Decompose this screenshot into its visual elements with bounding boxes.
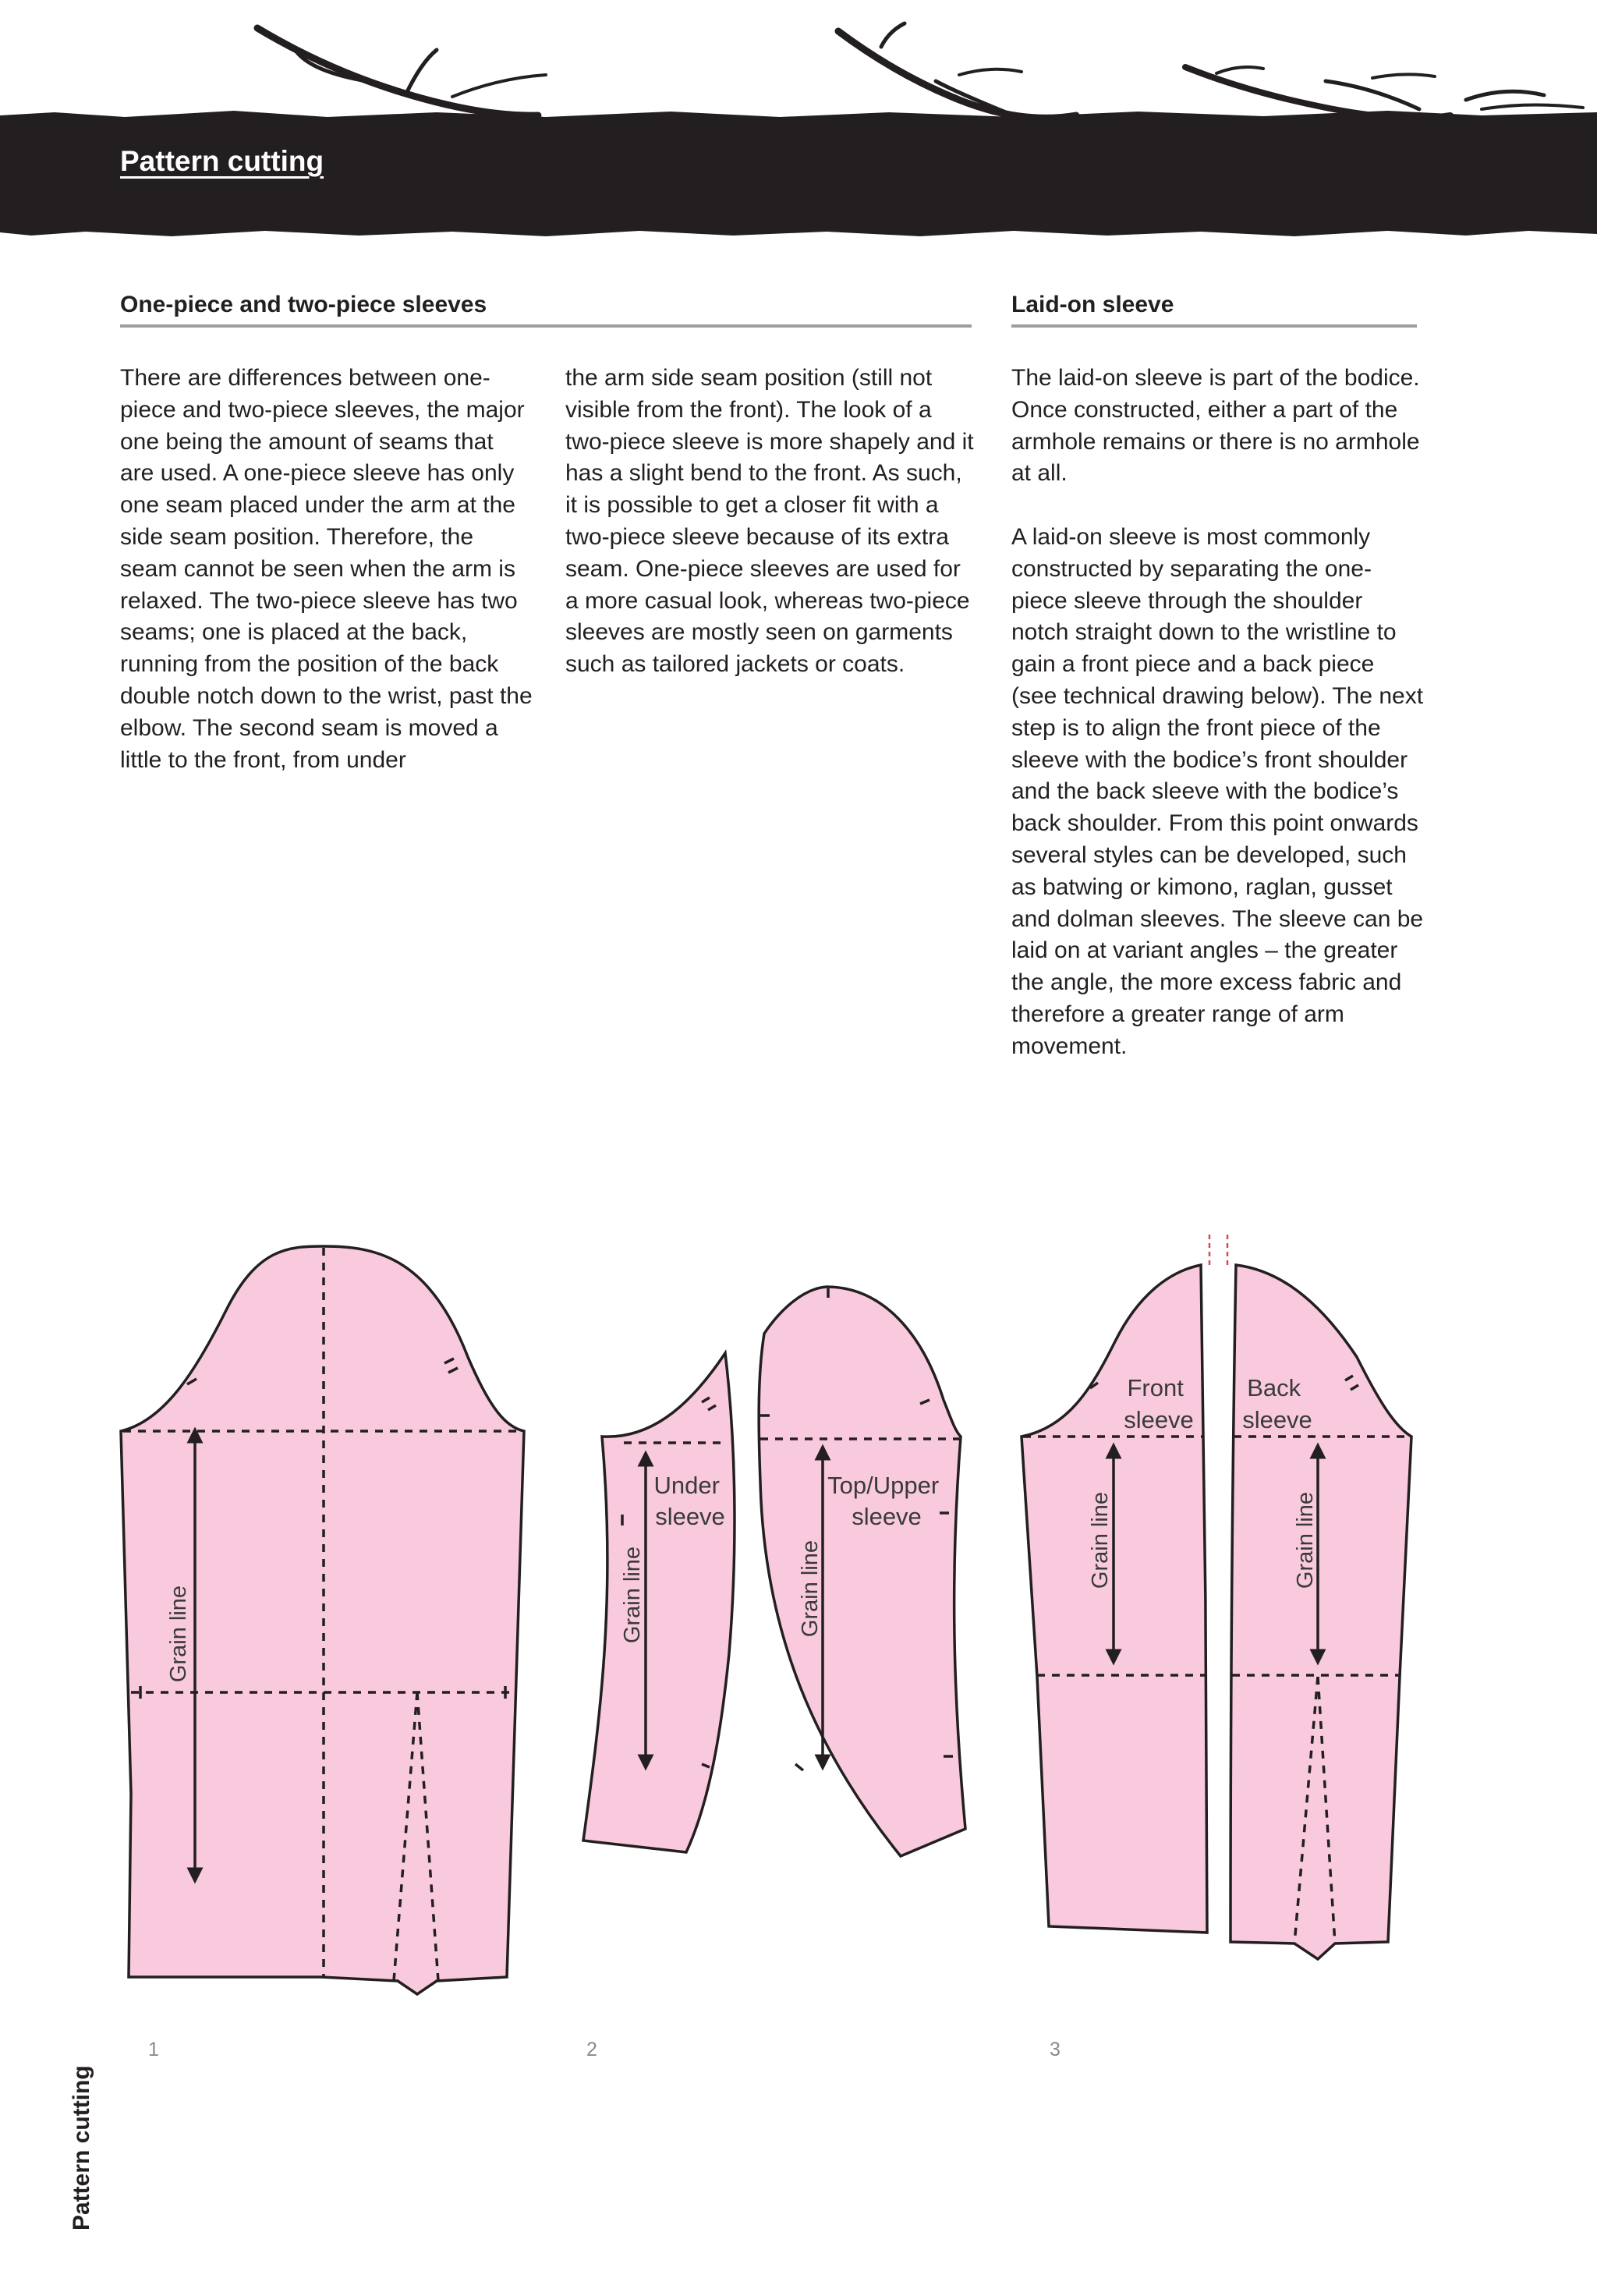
running-side-label: Pattern cutting (69, 2065, 94, 2230)
grain-line-label: Grain line (798, 1540, 823, 1638)
body-column-1 (120, 363, 533, 808)
header-title: Pattern cutting (120, 145, 324, 177)
header-banner (0, 0, 1597, 250)
sleeve-pattern-diagrams (0, 1217, 1597, 2075)
front-sleeve-label: Front sleeve (1124, 1374, 1194, 1433)
back-sleeve-outline (1231, 1265, 1411, 1959)
back-sleeve-label: Back sleeve (1242, 1374, 1312, 1433)
grain-line-label: Grain line (1088, 1491, 1113, 1589)
laid-on-back-sleeve (1231, 1265, 1411, 1959)
notch (795, 1764, 803, 1770)
body-column-3 (1011, 363, 1425, 1094)
under-sleeve-outline (583, 1353, 735, 1852)
body-paragraph: A laid-on sleeve is most commonly constructed by separating the one-piece sleeve through the shoulder notch straight down to the wristline to gain a front piece and a back piece (see technical drawing below). The next step is to align the front piece of the sleeve with the bodice’s front shoulder and the back sleeve with the bodice’s back shoulder. From this point onwards several styles can be developed, such as batwing or kimono, raglan, gusset and dolman sleeves. The sleeve can be laid on at variant angles – the greater the angle, the more excess fabric and therefore a greater range of arm movement. (1011, 523, 1424, 1059)
grain-line-label: Grain line (1293, 1491, 1318, 1589)
body-paragraph: the arm side seam position (still not visible from the front). The look of a two-piece sleeve is more shapely and it has a slight bend to the front. As such, it is possible to get a closer fit with a two-piece sleeve because of its extra seam. One-piece sleeves are used for a more casual look, whereas two-piece sleeves are mostly seen on garments such as tailored jackets or coats. (565, 365, 974, 678)
top-upper-sleeve-outline (759, 1287, 965, 1856)
under-sleeve (583, 1353, 735, 1852)
shoulder-split-line (1209, 1232, 1227, 1265)
top-upper-sleeve-label: Top/Upper sleeve (827, 1472, 940, 1530)
body-paragraph: The laid-on sleeve is part of the bodice. Once constructed, either a part of the armhole remains or there is no armhole at all. (1011, 365, 1420, 487)
figure-number-2: 2 (586, 2039, 597, 2060)
body-column-2 (565, 363, 979, 713)
figure-number-1: 1 (148, 2039, 159, 2060)
grain-line-label: Grain line (620, 1546, 645, 1644)
figure-number-3: 3 (1050, 2039, 1061, 2060)
body-paragraph: There are differences between one-piece and two-piece sleeves, the major one being the amount of seams that are used. A one-piece sleeve has only one seam placed under the arm at the side seam position. Therefore, the seam cannot be seen when the arm is relaxed. The two-piece sleeve has two seams; one is placed at the back, running from the position of the back double notch down to the wrist, past the elbow. The second seam is moved a little to the front, from under (120, 365, 533, 773)
section-heading-sleeves: One-piece and two-piece sleeves (120, 292, 972, 328)
laid-on-front-sleeve (1022, 1265, 1207, 1933)
grain-line-label: Grain line (166, 1585, 191, 1683)
top-upper-sleeve (759, 1287, 965, 1856)
branch-silhouettes (257, 23, 1583, 118)
under-sleeve-label: Under sleeve (653, 1472, 725, 1530)
section-heading-laid-on: Laid-on sleeve (1011, 292, 1417, 328)
